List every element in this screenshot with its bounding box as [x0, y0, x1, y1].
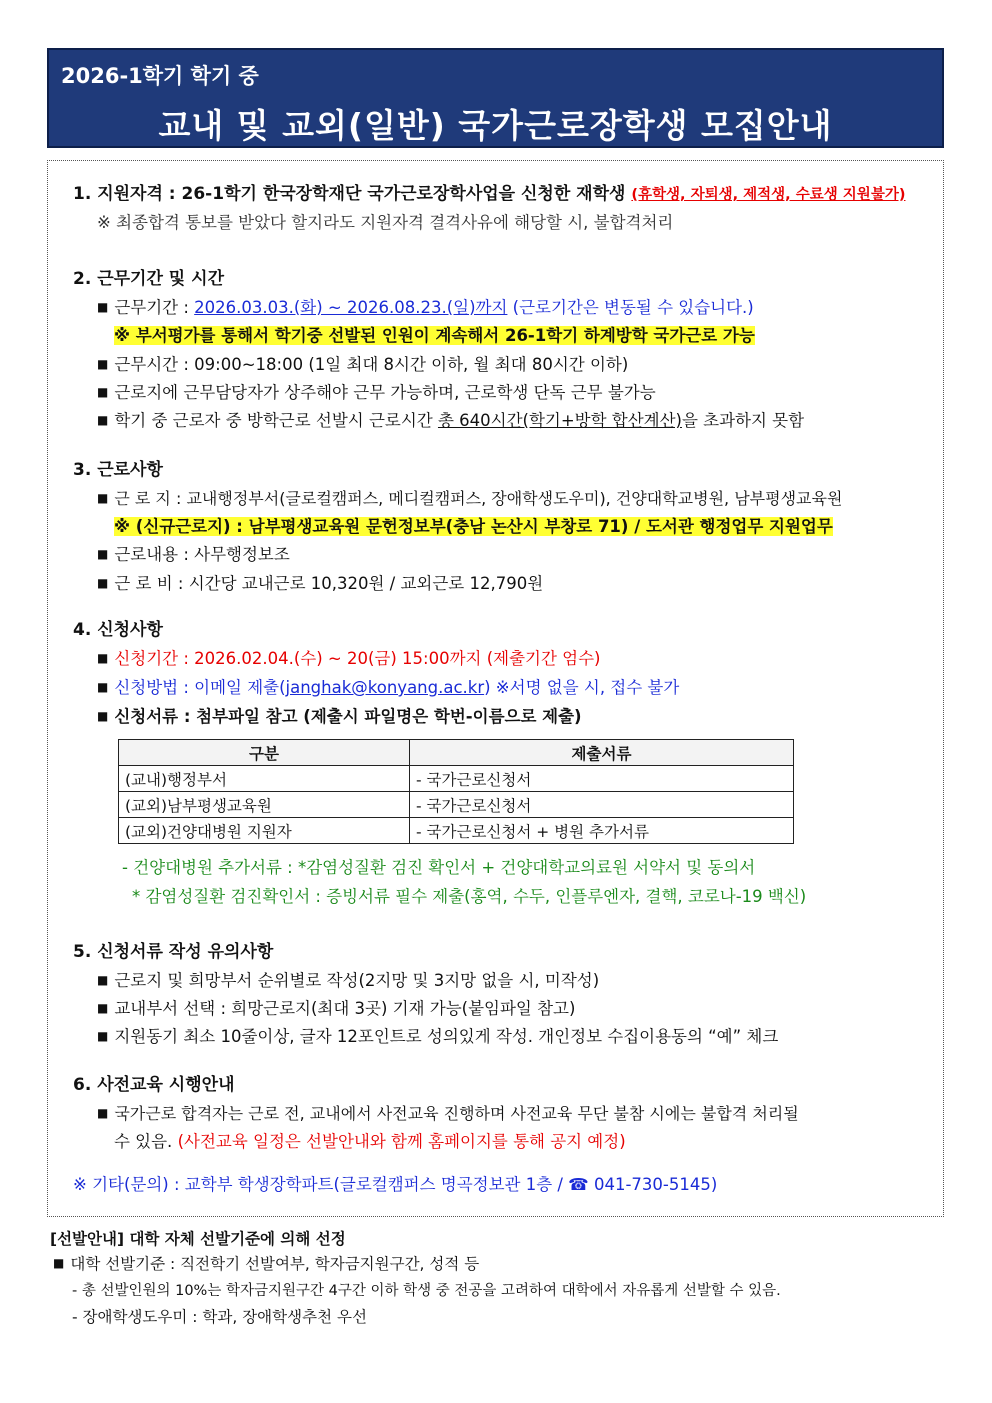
- summer-continuation-note: [114, 325, 755, 347]
- hours-limit-pre: 학기 중 근로자 중 방학근로 선발시 근로시간: [114, 411, 438, 430]
- table-header-docs: 제출서류: [410, 740, 794, 766]
- bullet-square-icon: ■: [97, 491, 109, 505]
- section-3-title: 3. 근로사항: [73, 460, 163, 480]
- supervisor-rule-text: 근로지에 근무담당자가 상주해야 근무 가능하며, 근로학생 단독 근무 불가능: [114, 383, 656, 402]
- hours-limit-total: 총 640시간(학기+방학 합산계산): [437, 411, 682, 430]
- work-period-note: (근로기간은 변동될 수 있습니다.): [507, 298, 754, 317]
- selection-note-1: - 총 선발인원의 10%는 학자금지원구간 4구간 이하 학생 중 전공을 고려하여 대학에서 자유롭게 선발할 수 있음.: [72, 1283, 781, 1299]
- infection-check-note: * 감염성질환 검진확인서 : 증빙서류 필수 제출(홍역, 수두, 인플루엔자, 결핵, 코로나-19 백신): [132, 887, 807, 906]
- caution-item: [97, 1026, 778, 1049]
- apply-docs-text: 신청서류 : 첨부파일 참고 (제출시 파일명은 학번-이름으로 제출): [114, 707, 582, 726]
- bullet-square-icon: ■: [53, 1256, 65, 1270]
- bullet-square-icon: ■: [97, 1001, 109, 1015]
- table-cell-docs: - 국가근로신청서: [410, 766, 794, 792]
- work-period: [97, 297, 754, 320]
- new-work-place-text: ※ (신규근로지) : 남부평생교육원 문헌정보부(충남 논산시 부창로 71) / 도서관 행정업무 지원업무: [114, 517, 833, 536]
- work-content: [97, 544, 290, 567]
- selection-criteria: [53, 1253, 479, 1276]
- caution-item: [97, 998, 575, 1021]
- caution-item-text: 지원동기 최소 10줄이상, 글자 12포인트로 성의있게 작성. 개인정보 수집이용동의 “예” 체크: [114, 1027, 779, 1046]
- training-schedule-note: (사전교육 일정은 선발안내와 함께 홈페이지를 통해 공지 예정): [177, 1132, 626, 1151]
- table-row: [119, 792, 794, 818]
- hospital-extra-docs-note: - 건양대병원 추가서류 : *감염성질환 검진 확인서 + 건양대학교의료원 서약서 및 동의서: [122, 858, 756, 877]
- section-6-title: 6. 사전교육 시행안내: [73, 1075, 235, 1095]
- work-place-value: 교내행정부서(글로컬캠퍼스, 메디컬캠퍼스, 장애학생도우미), 건양대학교병원, 남부평생교육원: [186, 489, 843, 508]
- apply-method: [97, 677, 679, 700]
- apply-method-post: ) ※서명 없을 시, 접수 불가: [484, 678, 680, 697]
- section-1-title: [73, 183, 905, 206]
- bullet-square-icon: ■: [97, 1106, 109, 1120]
- table-cell-docs: - 국가근로신청서 + 병원 추가서류: [410, 818, 794, 844]
- bullet-square-icon: ■: [97, 680, 109, 694]
- work-wage-text: 근 로 비 : 시간당 교내근로 10,320원 / 교외근로 12,790원: [114, 574, 544, 593]
- table-cell-category: (교내)행정부서: [119, 766, 410, 792]
- supervisor-rule: [97, 382, 656, 405]
- bullet-square-icon: ■: [97, 973, 109, 987]
- selection-note-2: - 장애학생도우미 : 학과, 장애학생추천 우선: [72, 1308, 367, 1326]
- training-line-1: [97, 1103, 799, 1126]
- caution-item-text: 교내부서 선택 : 희망근로지(최대 3곳) 기재 가능(붙임파일 참고): [114, 999, 576, 1018]
- header-title: 교내 및 교외(일반) 국가근로장학생 모집안내: [158, 106, 833, 145]
- table-row: [119, 766, 794, 792]
- s1-note: ※ 최종합격 통보를 받았다 할지라도 지원자격 결격사유에 해당할 시, 불합격처리: [97, 213, 674, 232]
- work-hours-text: 근무시간 : 09:00~18:00 (1일 최대 8시간 이하, 월 최대 80시간 이하): [114, 355, 629, 374]
- bullet-square-icon: ■: [97, 357, 109, 371]
- bullet-square-icon: ■: [97, 547, 109, 561]
- section-1-title-text: 1. 지원자격 : 26-1학기 한국장학재단 국가근로장학사업을 신청한 재학생: [73, 184, 632, 204]
- hours-limit: [97, 410, 804, 433]
- section-5-title: 5. 신청서류 작성 유의사항: [73, 942, 274, 962]
- apply-email-link[interactable]: janghak@konyang.ac.kr: [285, 678, 485, 697]
- table-cell-category: (교외)건양대병원 지원자: [119, 818, 410, 844]
- caution-item: [97, 970, 599, 993]
- bullet-square-icon: ■: [97, 413, 109, 427]
- work-period-label: 근무기간 :: [114, 298, 195, 317]
- apply-period-text: 신청기간 : 2026.02.04.(수) ~ 20(금) 15:00까지 (제출기간 엄수): [114, 649, 601, 668]
- section-4-title: 4. 신청사항: [73, 620, 163, 640]
- apply-docs: [97, 706, 582, 729]
- work-hours: [97, 354, 628, 377]
- submission-docs-table: [118, 739, 794, 844]
- section-2-title: 2. 근무기간 및 시간: [73, 269, 224, 289]
- exclusion-note: (휴학생, 자퇴생, 제적생, 수료생 지원불가): [631, 187, 906, 203]
- training-line-2-pre: 수 있음.: [114, 1132, 178, 1151]
- caution-item-text: 근로지 및 희망부서 순위별로 작성(2지망 및 3지망 없을 시, 미작성): [114, 971, 600, 990]
- training-line-2: [114, 1131, 626, 1153]
- selection-criteria-text: 대학 선발기준 : 직전학기 선발여부, 학자금지원구간, 성적 등: [70, 1255, 480, 1273]
- bullet-square-icon: ■: [97, 651, 109, 665]
- work-place-label: 근 로 지 :: [114, 489, 187, 508]
- work-content-text: 근로내용 : 사무행정보조: [114, 545, 290, 564]
- work-place: [97, 488, 842, 511]
- table-cell-category: (교외)남부평생교육원: [119, 792, 410, 818]
- header-subtitle: 2026-1학기 학기 중: [61, 64, 259, 88]
- bullet-square-icon: ■: [97, 576, 109, 590]
- bullet-square-icon: ■: [97, 385, 109, 399]
- apply-period: [97, 648, 600, 671]
- new-work-place-note: [114, 516, 833, 538]
- contact-info: ※ 기타(문의) : 교학부 학생장학파트(글로컬캠퍼스 명곡정보관 1층 / ☎ 041-730-5145): [73, 1175, 718, 1194]
- selection-title: [선발안내] 대학 자체 선발기준에 의해 선정: [50, 1230, 346, 1248]
- training-line-1-text: 국가근로 합격자는 근로 전, 교내에서 사전교육 진행하며 사전교육 무단 불참 시에는 불합격 처리될: [114, 1104, 799, 1123]
- table-cell-docs: - 국가근로신청서: [410, 792, 794, 818]
- summer-continuation-text: ※ 부서평가를 통해서 학기중 선발된 인원이 계속해서 26-1학기 하계방학 국가근로 가능: [114, 326, 755, 345]
- bullet-square-icon: ■: [97, 1029, 109, 1043]
- notice-header: [47, 48, 944, 148]
- bullet-square-icon: ■: [97, 300, 109, 314]
- hours-limit-post: 을 초과하지 못함: [681, 411, 805, 430]
- table-header-row: [119, 740, 794, 766]
- apply-method-pre: 신청방법 : 이메일 제출(: [114, 678, 286, 697]
- work-wage: [97, 573, 543, 596]
- table-row: [119, 818, 794, 844]
- bullet-square-icon: ■: [97, 709, 109, 723]
- table-header-category: 구분: [119, 740, 410, 766]
- work-period-value: 2026.03.03.(화) ~ 2026.08.23.(일)까지: [194, 298, 508, 317]
